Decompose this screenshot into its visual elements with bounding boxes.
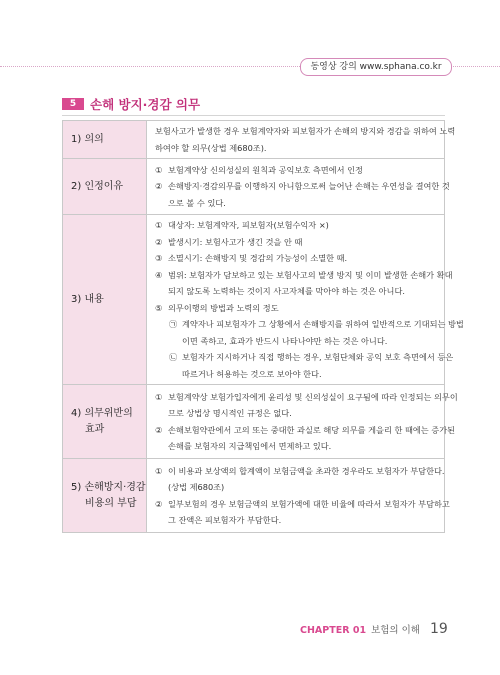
row-content <box>147 459 450 533</box>
item-text: 이 비용과 보상액의 합계액이 보험금액을 초과한 경우라도 보험자가 부담한다. <box>168 465 445 476</box>
row-label <box>63 459 147 533</box>
item-marker: ② <box>155 181 163 192</box>
table-row <box>63 459 445 533</box>
table-row <box>63 121 445 159</box>
item-text: 일부보험의 경우 보험금액의 보험가액에 대한 비율에 따라서 보험자가 부담하고 <box>168 498 450 509</box>
chapter-label: CHAPTER 01 <box>300 625 367 636</box>
list-item <box>155 162 438 179</box>
table-row <box>63 215 445 385</box>
lecture-url-badge[interactable]: 동영상 강의 www.sphana.co.kr <box>300 58 452 76</box>
item-marker: ① <box>155 220 163 230</box>
sub-item-text: 계약자나 피보험자가 그 상황에서 손해방지를 위하여 일반적으로 기대되는 방법 <box>182 319 464 329</box>
list-item <box>155 250 438 267</box>
section-title: 손해 방지·경감 의무 <box>90 97 201 112</box>
item-text: 손해방지·경감의무를 이행하지 아니함으로써 늘어난 손해는 우연성을 결여한 것 <box>168 181 450 192</box>
sub-item-continuation: 이면 족하고, 효과가 반드시 나타나야만 하는 것은 아니다. <box>182 335 388 346</box>
item-text: 보험계약상 신의성실의 원칙과 공익보호 측면에서 인정 <box>168 164 363 175</box>
item-continuation: 그 잔액은 피보험자가 부담한다. <box>168 515 282 525</box>
list-item <box>155 217 438 234</box>
section-number-badge: 5 <box>62 98 84 110</box>
text-line: 하여야 할 의무(상법 제680조). <box>155 142 267 153</box>
item-text: 발생시기: 보험사고가 생긴 것을 안 때 <box>168 236 303 247</box>
sub-item-marker: ㉠ <box>169 319 178 329</box>
item-text: 손해보험약관에서 고의 또는 중대한 과실로 해당 의무를 게을리 한 때에는 증가된 <box>168 424 456 435</box>
sub-item-marker: ㉡ <box>169 352 178 362</box>
row-label-line: 5) 손해방지·경감 <box>71 481 146 493</box>
item-continuation: 으로 볼 수 있다. <box>168 197 226 208</box>
item-continuation: 되지 않도록 노력하는 것이지 사고자체를 막아야 하는 것은 아니다. <box>168 286 405 296</box>
list-item <box>155 389 458 406</box>
row-content <box>147 159 450 215</box>
item-text: 보험계약상 보험가입자에게 윤리성 및 신의성실이 요구됨에 따라 인정되는 의무이 <box>168 391 458 402</box>
table-row <box>63 159 445 215</box>
row-label-line: 효과 <box>85 423 105 435</box>
item-continuation: (상법 제680조) <box>168 482 225 492</box>
item-marker: ① <box>155 164 163 175</box>
item-text: 소멸시기: 손해방지 및 경감의 가능성이 소멸한 때. <box>168 253 348 263</box>
item-marker: ② <box>155 424 163 435</box>
item-text: 범위: 보험자가 담보하고 있는 보험사고의 발생 방지 및 이미 발생한 손해가 확대 <box>168 269 453 280</box>
item-continuation: 손해를 보험자의 지급책임에서 면제하고 있다. <box>168 441 332 451</box>
item-marker: ④ <box>155 269 163 280</box>
row-content <box>147 121 456 159</box>
sub-item <box>155 316 464 333</box>
page-number: 19 <box>429 621 448 637</box>
row-label: 1) 의의 <box>63 121 147 159</box>
row-label <box>63 385 147 459</box>
page-footer <box>300 621 448 637</box>
table-row <box>63 385 445 459</box>
row-content <box>147 215 464 385</box>
list-item <box>155 463 445 480</box>
list-item <box>155 422 456 439</box>
content-table <box>62 120 464 533</box>
item-marker: ② <box>155 236 163 247</box>
chapter-title: 보험의 이해 <box>371 625 420 636</box>
item-marker: ② <box>155 498 163 509</box>
list-item <box>155 234 438 251</box>
row-content <box>147 385 458 459</box>
list-item <box>155 300 438 317</box>
item-marker: ③ <box>155 253 163 263</box>
row-label: 2) 인정이유 <box>63 159 147 215</box>
list-item <box>155 496 450 513</box>
sub-item-continuation: 따르거나 허용하는 것으로 보아야 한다. <box>182 368 322 379</box>
item-marker: ① <box>155 465 163 476</box>
list-item <box>155 267 453 284</box>
sub-item-text: 보험자가 지시하거나 직접 행하는 경우, 보험단체와 공익 보호 측면에서 등은 <box>182 352 454 362</box>
item-continuation: 므로 상법상 명시적인 규정은 없다. <box>168 408 292 418</box>
item-text: 의무이행의 방법과 노력의 정도 <box>168 302 279 313</box>
section-heading <box>62 96 200 112</box>
row-label: 3) 내용 <box>63 215 147 385</box>
item-marker: ⑤ <box>155 302 163 313</box>
text-line: 보험사고가 발생한 경우 보험계약자와 피보험자가 손해의 방지와 경감을 위하여 노력 <box>155 126 456 136</box>
list-item <box>155 178 450 195</box>
row-label-line: 비용의 부담 <box>85 497 137 509</box>
item-text: 대상자: 보험계약자, 피보험자(보험수익자 ×) <box>168 220 329 230</box>
sub-item <box>155 349 454 366</box>
row-label-line: 4) 의무위반의 <box>71 407 133 419</box>
item-marker: ① <box>155 391 163 402</box>
heading-underline <box>62 115 445 116</box>
